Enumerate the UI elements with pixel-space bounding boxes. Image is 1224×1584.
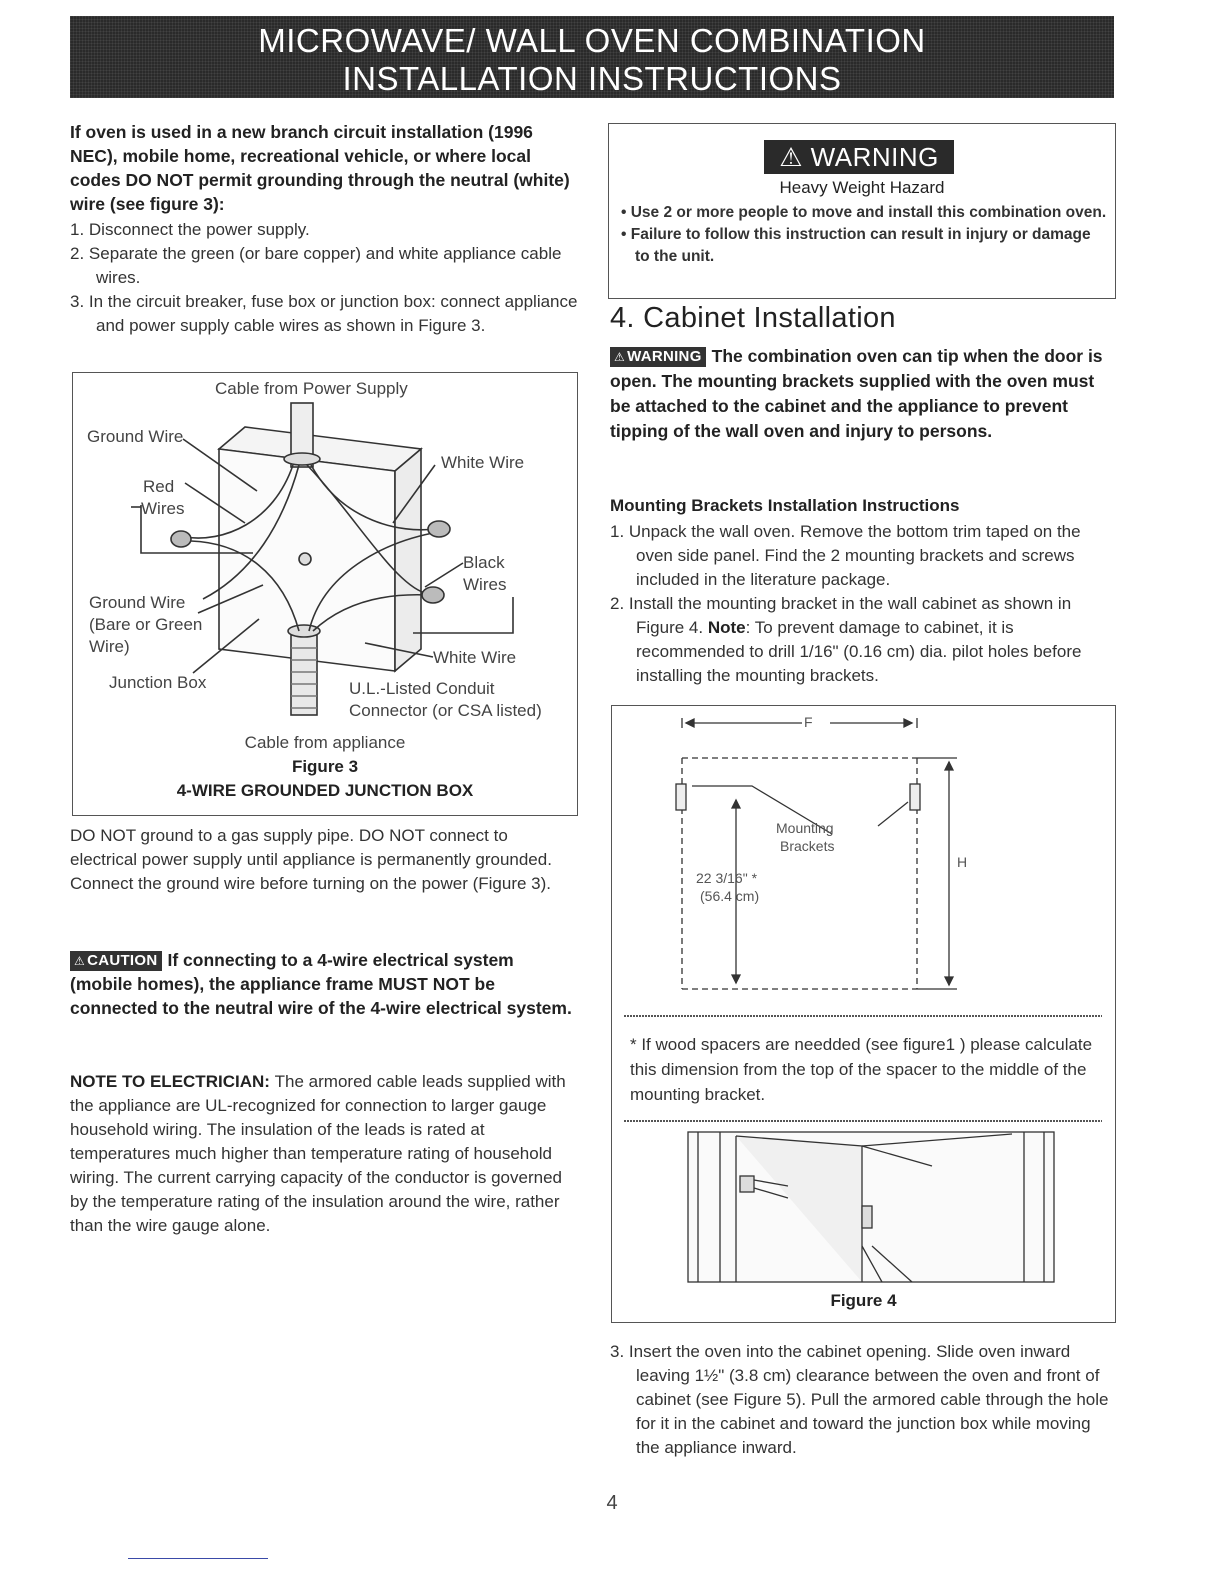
warning-badge xyxy=(764,140,954,174)
alert-triangle-icon: ⚠ xyxy=(779,142,803,172)
label-ground-wire-top: Ground Wire xyxy=(87,427,184,446)
alert-triangle-icon: ⚠ xyxy=(614,350,626,364)
caution-paragraph xyxy=(70,948,580,1020)
figure-3 xyxy=(72,372,578,816)
mounting-steps xyxy=(610,520,1115,688)
left-column xyxy=(70,120,580,338)
dim-22-3-16: 22 3/16" * xyxy=(696,870,758,886)
electrician-note xyxy=(70,1070,575,1238)
label-ground-wire-bottom: Ground Wire xyxy=(89,593,186,612)
figure-4 xyxy=(611,705,1116,1323)
insert-oven-step xyxy=(610,1340,1115,1460)
figure-4-label: Figure 4 xyxy=(830,1291,897,1310)
warning-inline-badge xyxy=(610,347,706,367)
warning-bullets xyxy=(621,202,1107,268)
wood-spacer-footnote: * If wood spacers are needded (see figure1 ) please calculate this dimension from the top of the spacer to the middle of the mounting bracket. xyxy=(630,1035,1093,1104)
warning-badge-label: WARNING xyxy=(810,142,939,172)
grounding-steps xyxy=(70,218,580,338)
dim-f: F xyxy=(804,714,813,730)
label-cable-appliance: Cable from appliance xyxy=(244,733,406,752)
mounting-brackets-diagram xyxy=(612,706,1115,1322)
dim-56-4-cm: (56.4 cm) xyxy=(700,888,760,904)
tip-warning-text: The combination oven can tip when the door is open. The mounting brackets supplied with the oven must be attached to the cabinet and the appliance to prevent tipping of the wall oven and injury to persons. xyxy=(610,346,1103,441)
step-item: 3. Insert the oven into the cabinet opening. Slide oven inward leaving 1½" (3.8 cm) clearance between the oven and front of cabinet (see Figure 5). Pull the armored cable through the hole for it in the cabinet and toward the junction box while moving the appliance inward. xyxy=(610,1342,1109,1457)
step-item: 3. In the circuit breaker, fuse box or junction box: connect appliance and power supply cable wires as shown in Figure 3. xyxy=(70,292,578,335)
caution-text: If connecting to a 4-wire electrical system (mobile homes), the appliance frame MUST NOT be connected to the neutral wire of the 4-wire electrical system. xyxy=(70,950,572,1018)
label-junction-box: Junction Box xyxy=(109,673,207,692)
label-conduit-2: Connector (or CSA listed) xyxy=(349,701,542,720)
label-bare-or-green: (Bare or Green xyxy=(89,615,203,634)
label-cable-power: Cable from Power Supply xyxy=(215,379,408,398)
electrician-note-label: NOTE TO ELECTRICIAN: xyxy=(70,1072,270,1091)
label-red: Red xyxy=(143,477,175,496)
figure-3-label: Figure 3 xyxy=(291,757,359,776)
mounting-title: Mounting Brackets Installation Instructions xyxy=(610,496,960,515)
ground-paragraph: DO NOT ground to a gas supply pipe. DO NOT connect to electrical power supply until appliance is permanently grounded. Connect the ground wire before turning on the power (Figure 3). xyxy=(70,826,552,893)
warning-bullet: • Use 2 or more people to move and install this combination oven. xyxy=(621,204,1107,221)
grounding-lead: If oven is used in a new branch circuit installation (1996 NEC), mobile home, recreational vehicle, or where local codes DO NOT permit grounding through the neutral (white) wire (see figure 3): xyxy=(70,122,570,214)
figure-3-title: 4-WIRE GROUNDED JUNCTION BOX xyxy=(176,781,474,800)
step-item: 2. Separate the green (or bare copper) and white appliance cable wires. xyxy=(70,244,562,287)
step-item xyxy=(610,592,1115,688)
heavy-weight-warning-box xyxy=(608,123,1116,299)
label-brackets: Brackets xyxy=(780,838,835,854)
step-item: 1. Disconnect the power supply. xyxy=(70,220,310,239)
footer-rule xyxy=(128,1558,268,1559)
alert-triangle-icon: ⚠ xyxy=(74,954,86,968)
caution-badge xyxy=(70,951,162,971)
title-banner xyxy=(70,16,1114,98)
page-number: 4 xyxy=(606,1492,618,1514)
label-mounting: Mounting xyxy=(776,820,834,836)
label-white-wire-bottom: White Wire xyxy=(433,648,517,667)
warning-inline-badge-label: WARNING xyxy=(627,348,702,365)
title-line-1: MICROWAVE/ WALL OVEN COMBINATION xyxy=(258,22,926,59)
caution-badge-label: CAUTION xyxy=(87,952,158,969)
tip-warning-paragraph xyxy=(610,344,1110,444)
hazard-title: Heavy Weight Hazard xyxy=(779,178,945,197)
step-item: 1. Unpack the wall oven. Remove the bottom trim taped on the oven side panel. Find the 2 mounting brackets and screws included in the literature package. xyxy=(610,522,1081,589)
step-2-note-text: : To prevent damage to cabinet, it is recommended to drill 1/16" (0.16 cm) dia. pilot holes before installing the mounting brackets. xyxy=(636,618,1082,685)
step-2-note-label: Note xyxy=(707,618,746,637)
label-wires-left: Wires xyxy=(141,499,185,518)
step-2-text: 2. Install the mounting bracket in the wall cabinet as shown in Figure 4. xyxy=(610,594,1072,637)
label-conduit-1: U.L.-Listed Conduit xyxy=(349,679,495,698)
title-line-2: INSTALLATION INSTRUCTIONS xyxy=(342,60,842,97)
label-white-wire-top: White Wire xyxy=(441,453,525,472)
label-black: Black xyxy=(463,553,505,572)
label-wires-right: Wires xyxy=(463,575,507,594)
dim-h: H xyxy=(957,854,968,870)
section-title: 4. Cabinet Installation xyxy=(610,302,896,334)
label-wire-close: Wire) xyxy=(89,637,130,656)
electrician-note-text: The armored cable leads supplied with the appliance are UL-recognized for connection to larger gauge household wiring. The insulation of the leads is rated at temperatures much higher than temperature rating of household wiring. The current carrying capacity of the conductor is governed by the temperature rating of the insulation around the wire, rather than the wire gauge alone. xyxy=(70,1072,566,1235)
warning-bullet: • Failure to follow this instruction can result in injury or damage to the unit. xyxy=(621,226,1091,265)
